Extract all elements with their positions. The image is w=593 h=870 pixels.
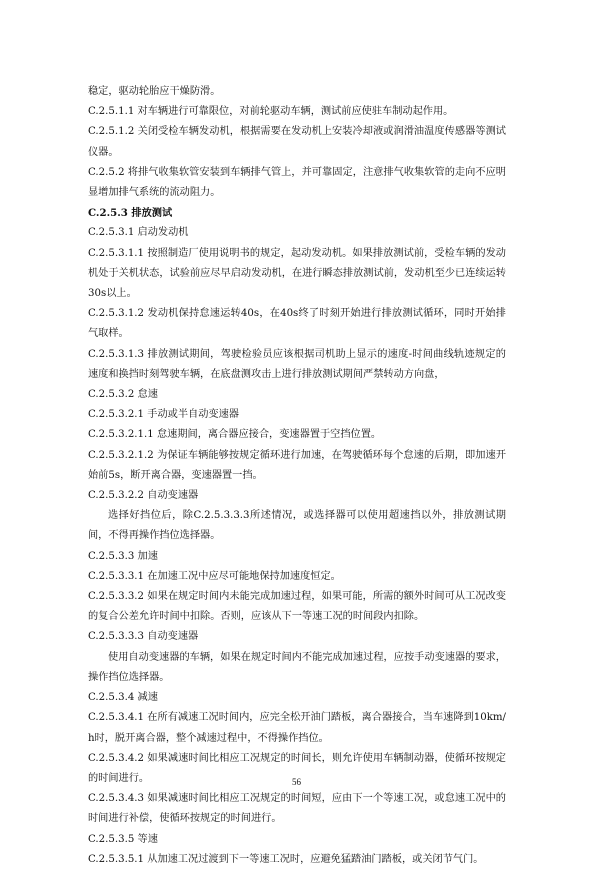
- paragraph-auto-transmission-accel: 使用自动变速器的车辆，如果在规定时间内不能完成加速过程，应按手动变速器的要求，操作挡位选择器。: [88, 651, 506, 683]
- clause-c25321: C.2.5.3.2.1 手动或半自动变速器: [88, 409, 239, 421]
- clause-c25322: C.2.5.3.2.2 自动变速器: [88, 490, 199, 502]
- clause-c253211: C.2.5.3.2.1.1 怠速期间，离合器应接合，变速器置于空挡位置。: [88, 429, 382, 441]
- clause-c25332: C.2.5.3.3.2 如果在规定时间内未能完成加速过程，如果可能，所需的额外时间可从工况改变的复合公差允许时间中扣除。否则，应该从下一等速工况的时间段内扣除。: [88, 591, 506, 623]
- clause-c253212: C.2.5.3.2.1.2 为保证车辆能够按规定循环进行加速，在驾驶循环每个怠速的后期，即加速开始前5s，断开离合器，变速器置一挡。: [88, 449, 506, 481]
- clause-c2532: C.2.5.3.2 怠速: [88, 389, 158, 401]
- clause-c25312: C.2.5.3.1.2 发动机保持怠速运转40s，在40s终了时刻开始进行排放测试循环，同时开始排气取样。: [88, 308, 506, 340]
- paragraph-auto-transmission: 选择好挡位后，除C.2.5.3.3.3所述情况，或选择器可以使用超速挡以外，排放测试期间，不得再操作挡位选择器。: [88, 510, 506, 542]
- clause-c2533: C.2.5.3.3 加速: [88, 550, 158, 562]
- clause-c25331: C.2.5.3.3.1 在加速工况中应尽可能地保持加速度恒定。: [88, 570, 341, 582]
- clause-c25351: C.2.5.3.5.1 从加速工况过渡到下一等速工况时，应避免猛踏油门踏板，或关闭节气门。: [88, 853, 484, 865]
- body-text: [88, 82, 506, 870]
- clause-c25342: C.2.5.3.4.2 如果减速时间比相应工况规定的时间长，则允许使用车辆制动器，使循环按规定的时间进行。: [88, 752, 506, 784]
- page-number: 56: [292, 777, 301, 787]
- clause-c25343: C.2.5.3.4.3 如果减速时间比相应工况规定的时间短，应由下一个等速工况，或怠速工况中的时间进行补偿，使循环按规定的时间进行。: [88, 793, 506, 825]
- clause-c2535: C.2.5.3.5 等速: [88, 833, 158, 845]
- clause-c25311: C.2.5.3.1.1 按照制造厂使用说明书的规定，起动发动机。如果排放测试前，受检车辆的发动机处于关机状态，试验前应尽早启动发动机，在进行瞬态排放测试前，发动机至少已连续运转30s以上。: [88, 247, 506, 300]
- clause-c2531: C.2.5.3.1 启动发动机: [88, 227, 189, 239]
- clause-c2512: C.2.5.1.2 关闭受检车辆发动机，根据需要在发动机上安装冷却液或润滑油温度传感器等测试仪器。: [88, 126, 506, 158]
- clause-c2534: C.2.5.3.4 减速: [88, 692, 158, 704]
- clause-c25333: C.2.5.3.3.3 自动变速器: [88, 631, 199, 643]
- section-heading-c253: C.2.5.3 排放测试: [88, 207, 173, 220]
- clause-c25313: C.2.5.3.1.3 排放测试期间，驾驶检验员应该根据司机助上显示的速度-时间曲线轨迹规定的速度和换挡时刻驾驶车辆，在底盘测攻击上进行排放测试期间严禁转动方向盘，: [88, 348, 506, 380]
- clause-c252: C.2.5.2 将排气收集软管安装到车辆排气管上，并可靠固定，注意排气收集软管的走向不应明显增加排气系统的流动阻力。: [88, 166, 506, 199]
- clause-c2511: C.2.5.1.1 对车辆进行可靠限位，对前轮驱动车辆，测试前应使驻车制动起作用。: [88, 106, 454, 118]
- paragraph-continuation: 稳定，驱动轮胎应干燥防滑。: [88, 86, 221, 97]
- clause-c25341: C.2.5.3.4.1 在所有减速工况时间内，应完全松开油门踏板，离合器接合，当车速降到10km/h时，脱开离合器，整个减速过程中，不得操作挡位。: [88, 712, 506, 744]
